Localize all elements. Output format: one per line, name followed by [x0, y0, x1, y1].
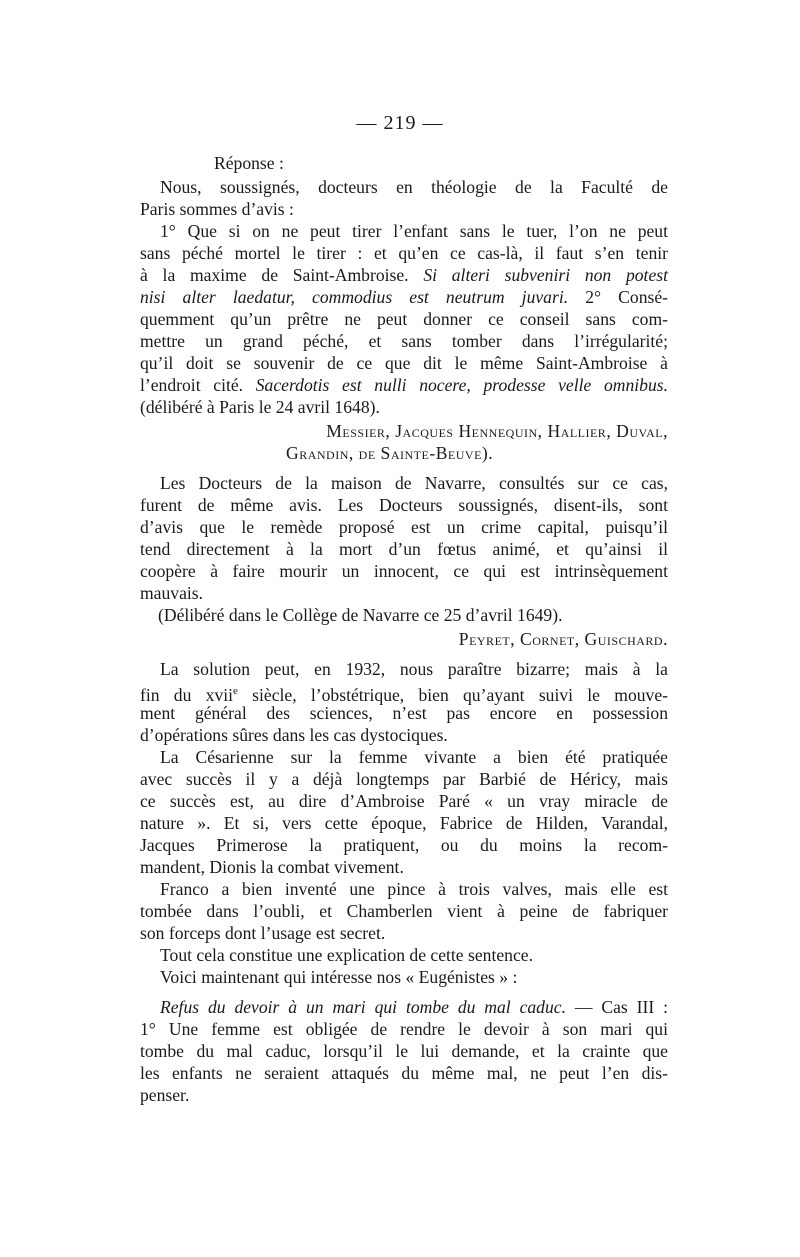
text-line: nature ». Et si, vers cette époque, Fabrice de Hilden, Varandal,: [140, 813, 668, 833]
text-line: d’opérations sûres dans les cas dystociques.: [140, 725, 448, 745]
text-line: Les Docteurs de la maison de Navarre, consultés sur ce cas,: [160, 473, 668, 493]
case-title: Refus du devoir à un mari qui tombe du mal caduc.: [160, 997, 566, 1017]
text-span: — Cas III :: [566, 997, 668, 1017]
text-line: Franco a bien inventé une pince à trois valves, mais elle est: [160, 879, 668, 899]
signatories-line: Grandin, de Sainte-Beuve).: [286, 443, 494, 463]
latin-quote: Si alteri subveniri non potest: [423, 265, 668, 285]
text-line: furent de même avis. Les Docteurs soussignés, disent-ils, sont: [140, 495, 668, 515]
signatories-line: Messier, Jacques Hennequin, Hallier, Duval,: [326, 421, 668, 441]
text-line: sans péché mortel le tirer : et qu’en ce cas-là, il faut s’en tenir: [140, 243, 668, 263]
text-line: 1° Une femme est obligée de rendre le devoir à son mari qui: [140, 1019, 668, 1039]
text-line: Nous, soussignés, docteurs en théologie de la Faculté de: [160, 177, 668, 197]
text-line: (Délibéré dans le Collège de Navarre ce 25 d’avril 1649).: [158, 605, 563, 625]
latin-quote: Sacerdotis est nulli nocere, prodesse velle omnibus.: [255, 375, 668, 395]
latin-quote: nisi alter laedatur, commodius est neutrum juvari.: [140, 287, 569, 307]
text-line: Tout cela constitue une explication de cette sentence.: [160, 945, 533, 965]
text-line: 1° Que si on ne peut tirer l’enfant sans le tuer, l’on ne peut: [160, 221, 668, 241]
text-line: avec succès il y a déjà longtemps par Barbié de Héricy, mais: [140, 769, 668, 789]
text-line: Voici maintenant qui intéresse nos « Eugénistes » :: [160, 967, 518, 987]
text-line: qu’il doit se souvenir de ce que dit le même Saint-Ambroise à: [140, 353, 668, 373]
text-line: mettre un grand péché, et sans tomber dans l’irrégularité;: [140, 331, 668, 351]
text-line: Jacques Primerose la pratiquent, ou du moins la recom-: [140, 835, 668, 855]
page-number: — 219 —: [356, 112, 444, 134]
text-line: La Césarienne sur la femme vivante a bien été pratiquée: [160, 747, 668, 767]
text-line: tombée dans l’oubli, et Chamberlen vient à peine de fabriquer: [140, 901, 668, 921]
text-line: [140, 286, 668, 308]
text-line: Paris sommes d’avis :: [140, 199, 294, 219]
text-line: les enfants ne seraient attaqués du même mal, ne peut l’en dis-: [140, 1063, 668, 1083]
text-line: [140, 264, 668, 286]
superscript: e: [233, 685, 238, 697]
text-line: [160, 996, 668, 1018]
text-span: siècle, l’obstétrique, bien qu’ayant suivi le mouve-: [237, 684, 668, 705]
text-span: à la maxime de Saint-Ambroise.: [140, 265, 409, 285]
text-line: ment général des sciences, n’est pas encore en possession: [140, 703, 668, 723]
text-line: son forceps dont l’usage est secret.: [140, 923, 386, 943]
text-line: tend directement à la mort d’un fœtus animé, et qu’ainsi il: [140, 539, 668, 559]
text-line: mandent, Dionis la combat vivement.: [140, 857, 404, 877]
text-line: ce succès est, au dire d’Ambroise Paré « un vray miracle de: [140, 791, 668, 811]
text-line: Réponse :: [214, 153, 284, 173]
text-span: fin du xvii: [140, 684, 234, 705]
text-line: La solution peut, en 1932, nous paraître bizarre; mais à la: [160, 659, 668, 679]
text-line: tombe du mal caduc, lorsqu’il le lui demande, et la crainte que: [140, 1041, 668, 1061]
text-line: coopère à faire mourir un innocent, ce qui est intrinsèquement: [140, 561, 668, 581]
text-line: mauvais.: [140, 583, 204, 603]
text-line: [140, 374, 668, 396]
text-line: (délibéré à Paris le 24 avril 1648).: [140, 397, 380, 417]
text-line: penser.: [140, 1085, 190, 1105]
text-line: quemment qu’un prêtre ne peut donner ce conseil sans com-: [140, 309, 668, 329]
text-line: d’avis que le remède proposé est un crime capital, puisqu’il: [140, 517, 668, 537]
text-span: 2° Consé-: [585, 287, 669, 307]
text-span: l’endroit cité.: [140, 375, 244, 395]
signatories-line: Peyret, Cornet, Guischard.: [458, 629, 668, 649]
